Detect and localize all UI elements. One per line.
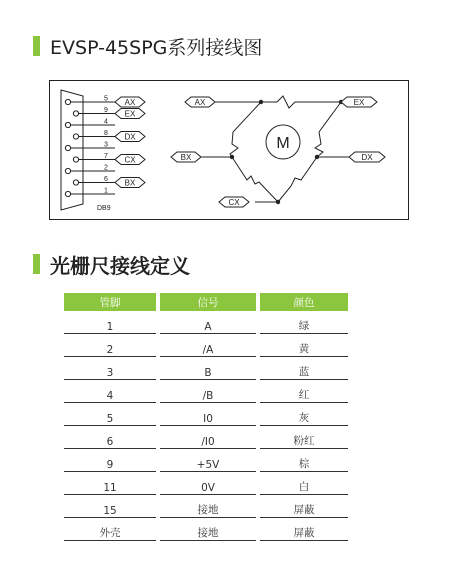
- pin-definition-table: [64, 293, 348, 541]
- table-row: [64, 472, 348, 495]
- header-pin: 管脚: [64, 293, 158, 311]
- grating-title: 光栅尺接线定义: [50, 254, 190, 278]
- pin-number: 4: [104, 118, 108, 126]
- table-row: [64, 334, 348, 357]
- cell-color: 棕: [258, 449, 348, 472]
- wiring-diagram: [49, 80, 409, 220]
- terminal-tag-label: DX: [361, 153, 373, 162]
- pin-number: 5: [104, 95, 108, 103]
- cell-pin: 15: [64, 495, 158, 518]
- db9-label: DB9: [97, 205, 111, 212]
- table-row: [64, 449, 348, 472]
- cell-signal: A: [158, 311, 258, 334]
- table-header-row: [64, 293, 348, 311]
- cell-pin: 外壳: [64, 518, 158, 541]
- cell-signal: I0: [158, 403, 258, 426]
- signal-tag-label: BX: [124, 178, 136, 188]
- table-row: [64, 311, 348, 334]
- cell-signal: /A: [158, 334, 258, 357]
- table-row: [64, 426, 348, 449]
- cell-color: 黄: [258, 334, 348, 357]
- pin-number: 3: [104, 141, 108, 149]
- cell-signal: 接地: [158, 495, 258, 518]
- cell-pin: 11: [64, 472, 158, 495]
- cell-pin: 6: [64, 426, 158, 449]
- terminal-tag-label: EX: [353, 98, 365, 107]
- signal-tag-label: CX: [124, 155, 136, 165]
- cell-pin: 9: [64, 449, 158, 472]
- cell-signal: B: [158, 357, 258, 380]
- terminal-tag-label: AX: [194, 98, 206, 107]
- pin-number: 7: [104, 153, 108, 160]
- table-row: [64, 403, 348, 426]
- pin-number: 9: [104, 107, 108, 114]
- cell-signal: /I0: [158, 426, 258, 449]
- table-row: [64, 357, 348, 380]
- section-marker: [33, 254, 40, 274]
- cell-signal: 接地: [158, 518, 258, 541]
- cell-signal: 0V: [158, 472, 258, 495]
- cell-signal: +5V: [158, 449, 258, 472]
- db9-pin-icon: [65, 122, 70, 127]
- db9-connector-shell: [61, 90, 83, 210]
- cell-color: 屏蔽: [258, 518, 348, 541]
- cell-color: 蓝: [258, 357, 348, 380]
- header-color: 颜色: [258, 293, 348, 311]
- db9-pin-icon: [65, 99, 70, 104]
- signal-tag-label: EX: [124, 109, 136, 119]
- table-row: [64, 495, 348, 518]
- db9-pin-icon: [73, 134, 78, 139]
- cell-pin: 4: [64, 380, 158, 403]
- db9-pin-icon: [73, 111, 78, 116]
- section-marker: [33, 36, 40, 56]
- cell-pin: 5: [64, 403, 158, 426]
- table-row: [64, 380, 348, 403]
- cell-color: 红: [258, 380, 348, 403]
- cell-pin: 2: [64, 334, 158, 357]
- wiring-title: EVSP-45SPG系列接线图: [50, 37, 263, 59]
- db9-pin-icon: [73, 157, 78, 162]
- terminal-tag-label: BX: [180, 153, 192, 162]
- signal-tag-label: DX: [124, 132, 136, 142]
- table-row: [64, 518, 348, 541]
- cell-pin: 3: [64, 357, 158, 380]
- pin-number: 2: [104, 164, 108, 172]
- cell-color: 灰: [258, 403, 348, 426]
- cell-color: 白: [258, 472, 348, 495]
- db9-pin-icon: [73, 180, 78, 185]
- db9-pin-icon: [65, 191, 70, 196]
- pin-number: 8: [104, 130, 108, 137]
- motor-label: M: [276, 135, 290, 152]
- cell-signal: /B: [158, 380, 258, 403]
- header-signal: 信号: [158, 293, 258, 311]
- cell-color: 绿: [258, 311, 348, 334]
- cell-pin: 1: [64, 311, 158, 334]
- db9-pin-icon: [65, 168, 70, 173]
- cell-color: 粉红: [258, 426, 348, 449]
- db9-pin-icon: [65, 145, 70, 150]
- terminal-tag-label: CX: [228, 198, 240, 207]
- pin-number: 1: [104, 187, 108, 195]
- pin-number: 6: [104, 176, 108, 183]
- cell-color: 屏蔽: [258, 495, 348, 518]
- signal-tag-label: AX: [124, 98, 136, 107]
